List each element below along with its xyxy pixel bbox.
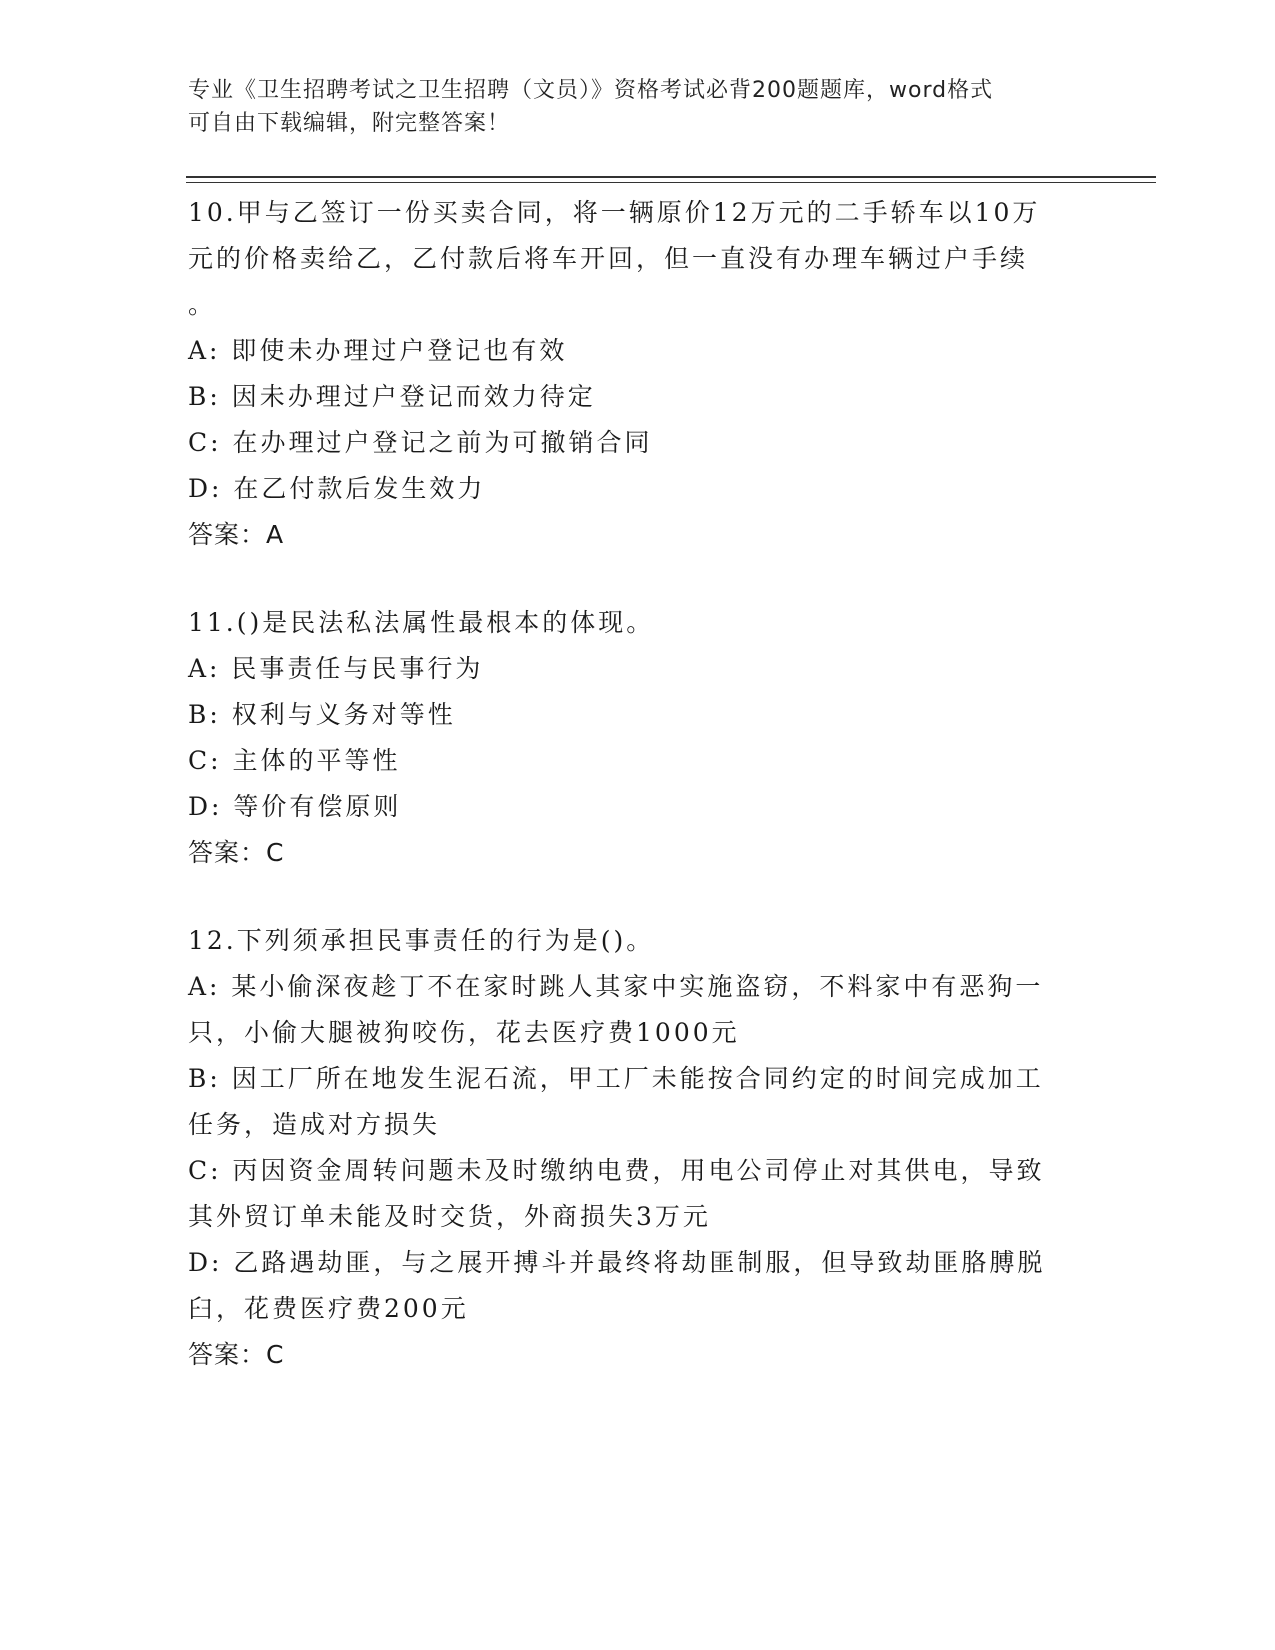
option-b: B: 因未办理过户登记而效力待定	[188, 382, 596, 411]
option-c: C: 主体的平等性	[188, 746, 401, 775]
option-a: A: 即使未办理过户登记也有效	[188, 336, 568, 365]
stem-line: 元的价格卖给乙，乙付款后将车开回，但一直没有办理车辆过户手续	[188, 244, 1029, 273]
option-line: 臼，花费医疗费200元	[188, 1294, 469, 1323]
stem-line: 。	[188, 290, 217, 319]
stem-line: 12.下列须承担民事责任的行为是()。	[188, 926, 655, 955]
question-11	[188, 600, 1078, 876]
question-12	[188, 918, 1078, 1378]
option-d: D: 在乙付款后发生效力	[188, 474, 486, 503]
option-line: 只，小偷大腿被狗咬伤，花去医疗费1000元	[188, 1018, 740, 1047]
document-header	[188, 74, 1078, 140]
stem-line: 10.甲与乙签订一份买卖合同，将一辆原价12万元的二手轿车以10万	[188, 198, 1041, 227]
question-stem	[188, 190, 1078, 328]
answer-label: 答案：A	[188, 520, 285, 549]
option-line: D: 乙路遇劫匪，与之展开搏斗并最终将劫匪制服，但导致劫匪胳膊脱	[188, 1248, 1046, 1277]
answer-label: 答案：C	[188, 1340, 285, 1369]
question-gap	[188, 876, 1078, 918]
option-d	[188, 1240, 1078, 1332]
option-c	[188, 1148, 1078, 1240]
stem-line: 11.()是民法私法属性最根本的体现。	[188, 608, 655, 637]
answer-label: 答案：C	[188, 838, 285, 867]
option-a	[188, 964, 1078, 1056]
question-gap	[188, 558, 1078, 600]
option-line: C: 丙因资金周转问题未及时缴纳电费，用电公司停止对其供电，导致	[188, 1156, 1045, 1185]
option-a: A: 民事责任与民事行为	[188, 654, 484, 683]
option-line: B: 因工厂所在地发生泥石流，甲工厂未能按合同约定的时间完成加工	[188, 1064, 1044, 1093]
header-rule-thin	[186, 182, 1156, 183]
option-c: C: 在办理过户登记之前为可撤销合同	[188, 428, 653, 457]
question-stem	[188, 918, 1078, 964]
header-line-1: 专业《卫生招聘考试之卫生招聘（文员）》资格考试必背200题题库，word格式	[188, 78, 994, 103]
header-line-2: 可自由下载编辑，附完整答案！	[188, 111, 511, 136]
option-line: 任务，造成对方损失	[188, 1110, 441, 1139]
option-line: A: 某小偷深夜趁丁不在家时跳人其家中实施盗窃，不料家中有恶狗一	[188, 972, 1044, 1001]
question-list	[188, 190, 1078, 1378]
option-b: B: 权利与义务对等性	[188, 700, 456, 729]
question-10	[188, 190, 1078, 558]
header-rule-thick	[186, 176, 1156, 178]
option-b	[188, 1056, 1078, 1148]
option-d: D: 等价有偿原则	[188, 792, 402, 821]
option-line: 其外贸订单未能及时交货，外商损失3万元	[188, 1202, 711, 1231]
question-stem	[188, 600, 1078, 646]
